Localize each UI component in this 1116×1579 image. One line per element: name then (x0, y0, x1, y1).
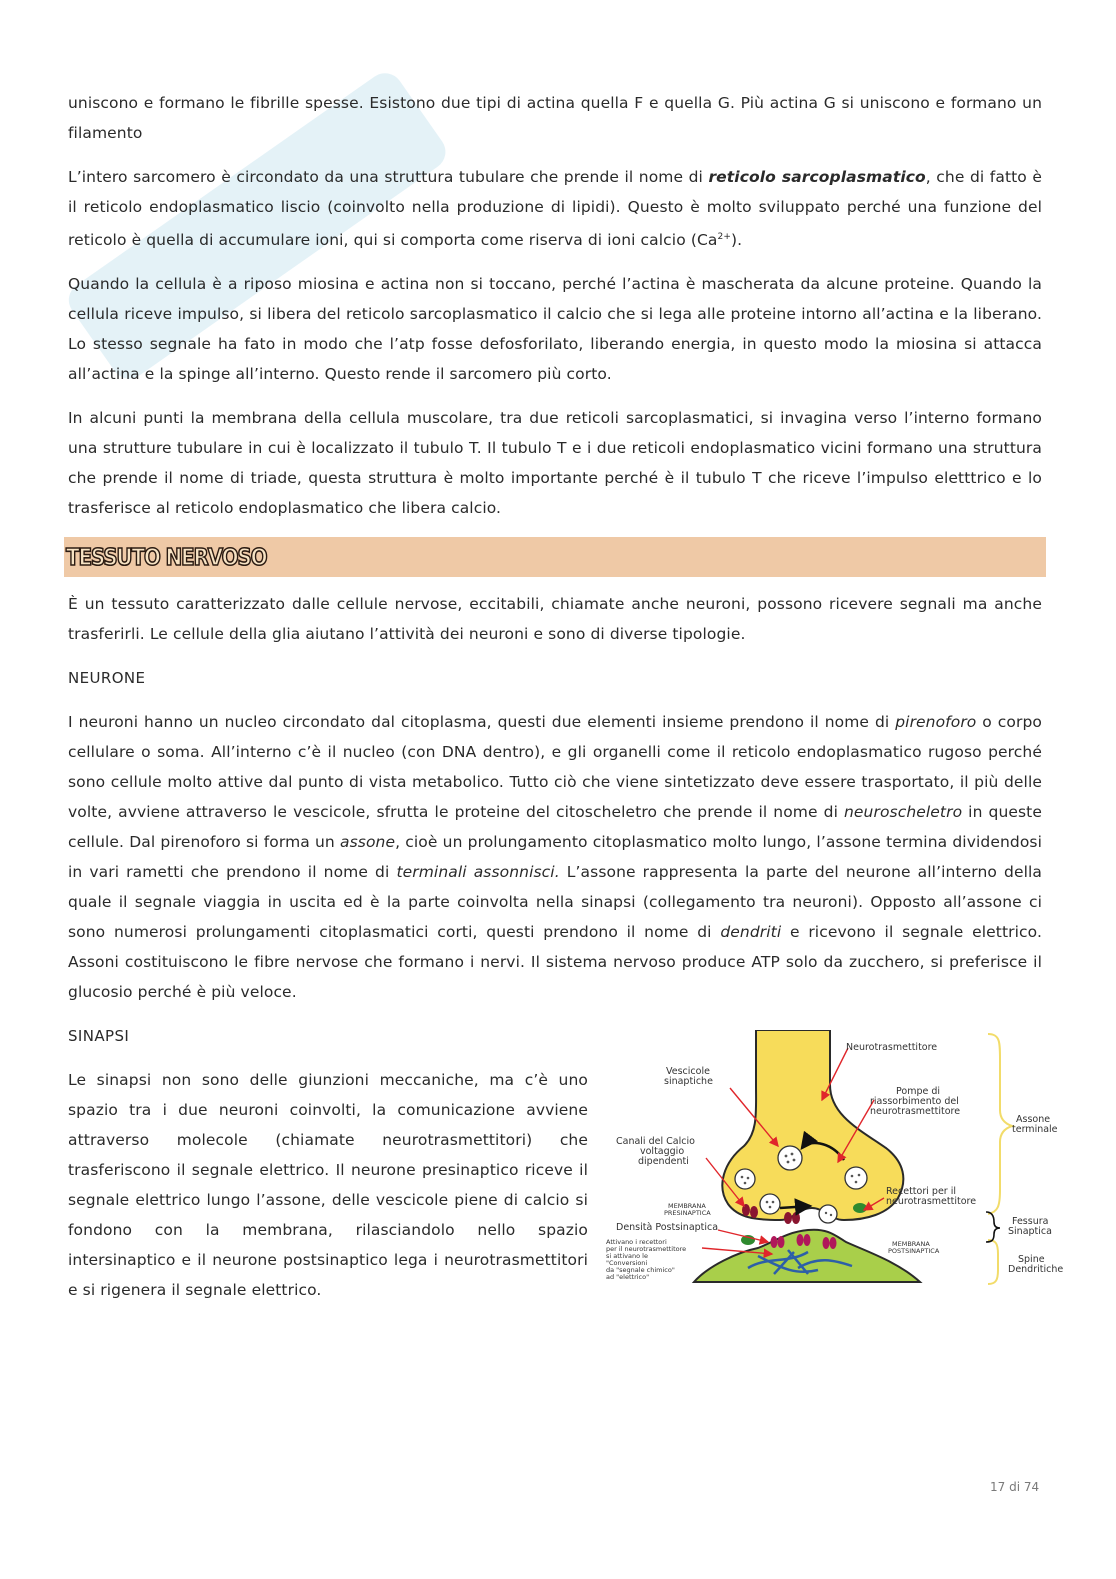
emphasis-dendriti: dendriti (720, 923, 782, 942)
label-fessura: Fessura (1012, 1216, 1049, 1227)
label-neurotrasmettitore: Neurotrasmettitore (846, 1042, 938, 1053)
paragraph-tubulo-t: In alcuni punti la membrana della cellula muscolare, tra due reticoli sarcoplasmatici, si invagina verso l’interno formano una strutture tubulare in cui è localizzato il tubulo T. Il tubulo T e i due reticoli endoplasmatico vicini formano una struttura che prende il nome di triade, questa struttura è molto importante perché è il tubulo T che riceve l’impulso eletttrico e lo trasferisce al reticolo endoplasmatico che libera calcio. (68, 409, 1042, 518)
paragraph-riposo: Quando la cellula è a riposo miosina e actina non si toccano, perché l’actina è mascherata da alcune proteine. Quando la cellula riceve impulso, si libera del reticolo sarcoplasmatico il calcio che si lega alle proteine intorno all’actina e la liberano. Lo stesso segnale ha fato in modo che l’atp fosse defosforilato, liberando energia, in questo modo la miosina si attacca all’actina e la spinge all’interno. Questo rende il sarcomero più corto. (68, 275, 1042, 384)
label-spine-dendritiche: Dendritiche (1008, 1264, 1064, 1275)
section-title-bar (64, 537, 1046, 577)
section-title: TESSUTO NERVOSO (66, 543, 267, 571)
label-postsinaptica: POSTSINAPTICA (888, 1247, 940, 1255)
label-attivano-2: per il neurotrasmettitore (606, 1245, 687, 1253)
label-attivano-5: da "segnale chimico" (606, 1266, 675, 1274)
label-pompe-neurotrasmettitore: neurotrasmettitore (870, 1106, 961, 1117)
region-braces (988, 1034, 1012, 1284)
label-assone: Assone (1016, 1114, 1051, 1125)
paragraph-reticolo (68, 162, 1042, 255)
label-attivano-3: si attivano le (606, 1252, 648, 1260)
label-spine: Spine (1018, 1254, 1045, 1265)
label-attivano-6: ad "elettrico" (606, 1273, 650, 1281)
emphasis-assone: assone (340, 833, 396, 852)
text-run: I neuroni hanno un nucleo circondato dal citoplasma, questi due elementi insieme prendono il nome di (68, 713, 896, 732)
fessura-brace (986, 1212, 1000, 1242)
label-membrana-post: MEMBRANA (892, 1240, 930, 1248)
label-riassorbimento: riassorbimento del (870, 1096, 959, 1107)
paragraph-sinapsi: Le sinapsi non sono delle giunzioni meccaniche, ma c’è uno spazio tra i due neuroni coinvolti, la comunicazione avviene attraverso molecole (chiamate neurotrasmettitori) che trasferiscono il segnale elettrico. Il neurone presinaptico riceve il segnale elettrico lungo l’assone, delle vescicole piene di calcio si fondono con la membrana, rilasciandolo nello spazio intersinaptico e il neurone postsinaptico lega i neurotrasmettitori e si rigenera il segnale elettrico. (68, 1071, 588, 1300)
label-canali-calcio: Canali del Calcio (616, 1136, 695, 1147)
text-run: in queste cellule. Dal pirenoforo si forma un (68, 803, 1042, 852)
text-run: , cioè un prolungamento citoplasmatico molto lungo, l’assone termina dividendosi in vari rametti che prendono il nome di (68, 833, 1042, 882)
label-attivano-4: "Conversioni (606, 1259, 648, 1267)
paragraph-fibrille: uniscono e formano le fibrille spesse. Esistono due tipi di actina quella F e quella G. Più actina G si uniscono e formano un filamento (68, 94, 1042, 142)
label-vescicole: Vescicole (666, 1066, 710, 1077)
paragraph-tessuto-intro: È un tessuto caratterizzato dalle cellule nervose, eccitabili, chiamate anche neuroni, possono ricevere segnali ma anche trasferirli. Le cellule della glia aiutano l’attività dei neuroni e sono di diverse tipologie. (68, 595, 1042, 644)
page-number: 17 di 74 (990, 1480, 1040, 1494)
emphasis-neuroscheletro: neuroscheletro (843, 803, 963, 822)
label-fessura-sinaptica: Sinaptica (1008, 1226, 1052, 1237)
text-run: o corpo cellulare o soma. All’interno c’è il nucleo (con DNA dentro), e gli organelli come il reticolo endoplasmatico rugoso perché sono cellule molto attive dal punto di vista metabolico. Tutto ciò che viene sintetizzato deve essere trasportato, il più delle volte, avviene attraverso le vescicole, sfrutta le proteine del citoscheletro che prende il nome di (68, 713, 1042, 822)
label-recettori-neurotrasmettitore: neurotrasmettitore (886, 1196, 977, 1207)
label-recettori: Recettori per il (886, 1186, 956, 1197)
label-presinaptica: PRESINAPTICA (664, 1209, 711, 1217)
synapse-svg (598, 1030, 1068, 1286)
emphasis-reticolo-sarcoplasmatico: reticolo sarcoplasmatico (708, 168, 926, 186)
text-run: L’intero sarcomero è circondato da una struttura tubulare che prende il nome di (68, 168, 709, 186)
label-membrana-pre: MEMBRANA (668, 1202, 706, 1210)
paragraph-neurone (68, 707, 1042, 1007)
label-canali-voltaggio: voltaggio (640, 1146, 685, 1157)
superscript-charge: 2+ (717, 232, 731, 242)
label-attivano-1: Attivano i recettori (606, 1238, 667, 1246)
label-assone-terminale: terminale (1012, 1124, 1058, 1135)
emphasis-terminali: terminali assonnisci. (396, 863, 560, 882)
text-run: , che di fatto è il reticolo endoplasmatico liscio (coinvolto nella produzione di lipidi). Questo è molto sviluppato perché una funzione del reticolo è quella di accumulare ioni, qui si comporta come riserva di ioni calcio (Ca (68, 168, 1042, 250)
synapse-diagram (598, 1030, 1068, 1286)
subheading-neurone: NEURONE (68, 669, 146, 688)
label-vescicole-sinaptiche: sinaptiche (664, 1076, 713, 1087)
emphasis-pirenoforo: pirenoforo (895, 713, 977, 732)
axon-terminal-shape (722, 1030, 903, 1220)
text-run: e ricevono il segnale elettrico. Assoni costituiscono le fibre nervose che formano i nervi. Il sistema nervoso produce ATP solo da zucchero, si preferisce il glucosio perché è più veloce. (68, 923, 1042, 1002)
label-densita-postsinaptica: Densità Postsinaptica (616, 1222, 719, 1233)
subheading-sinapsi: SINAPSI (68, 1027, 130, 1046)
text-run: L’assone rappresenta la parte del neurone all’interno della quale il segnale viaggia in uscita ed è la parte coinvolta nella sinapsi (collegamento tra neuroni). Opposto all’assone ci sono numerosi prolungamenti citoplasmatici corti, questi prendono il nome di (68, 863, 1042, 942)
text-run: ). (730, 231, 743, 250)
label-pompe: Pompe di (896, 1086, 941, 1097)
label-canali-dipendenti: dipendenti (638, 1156, 689, 1167)
